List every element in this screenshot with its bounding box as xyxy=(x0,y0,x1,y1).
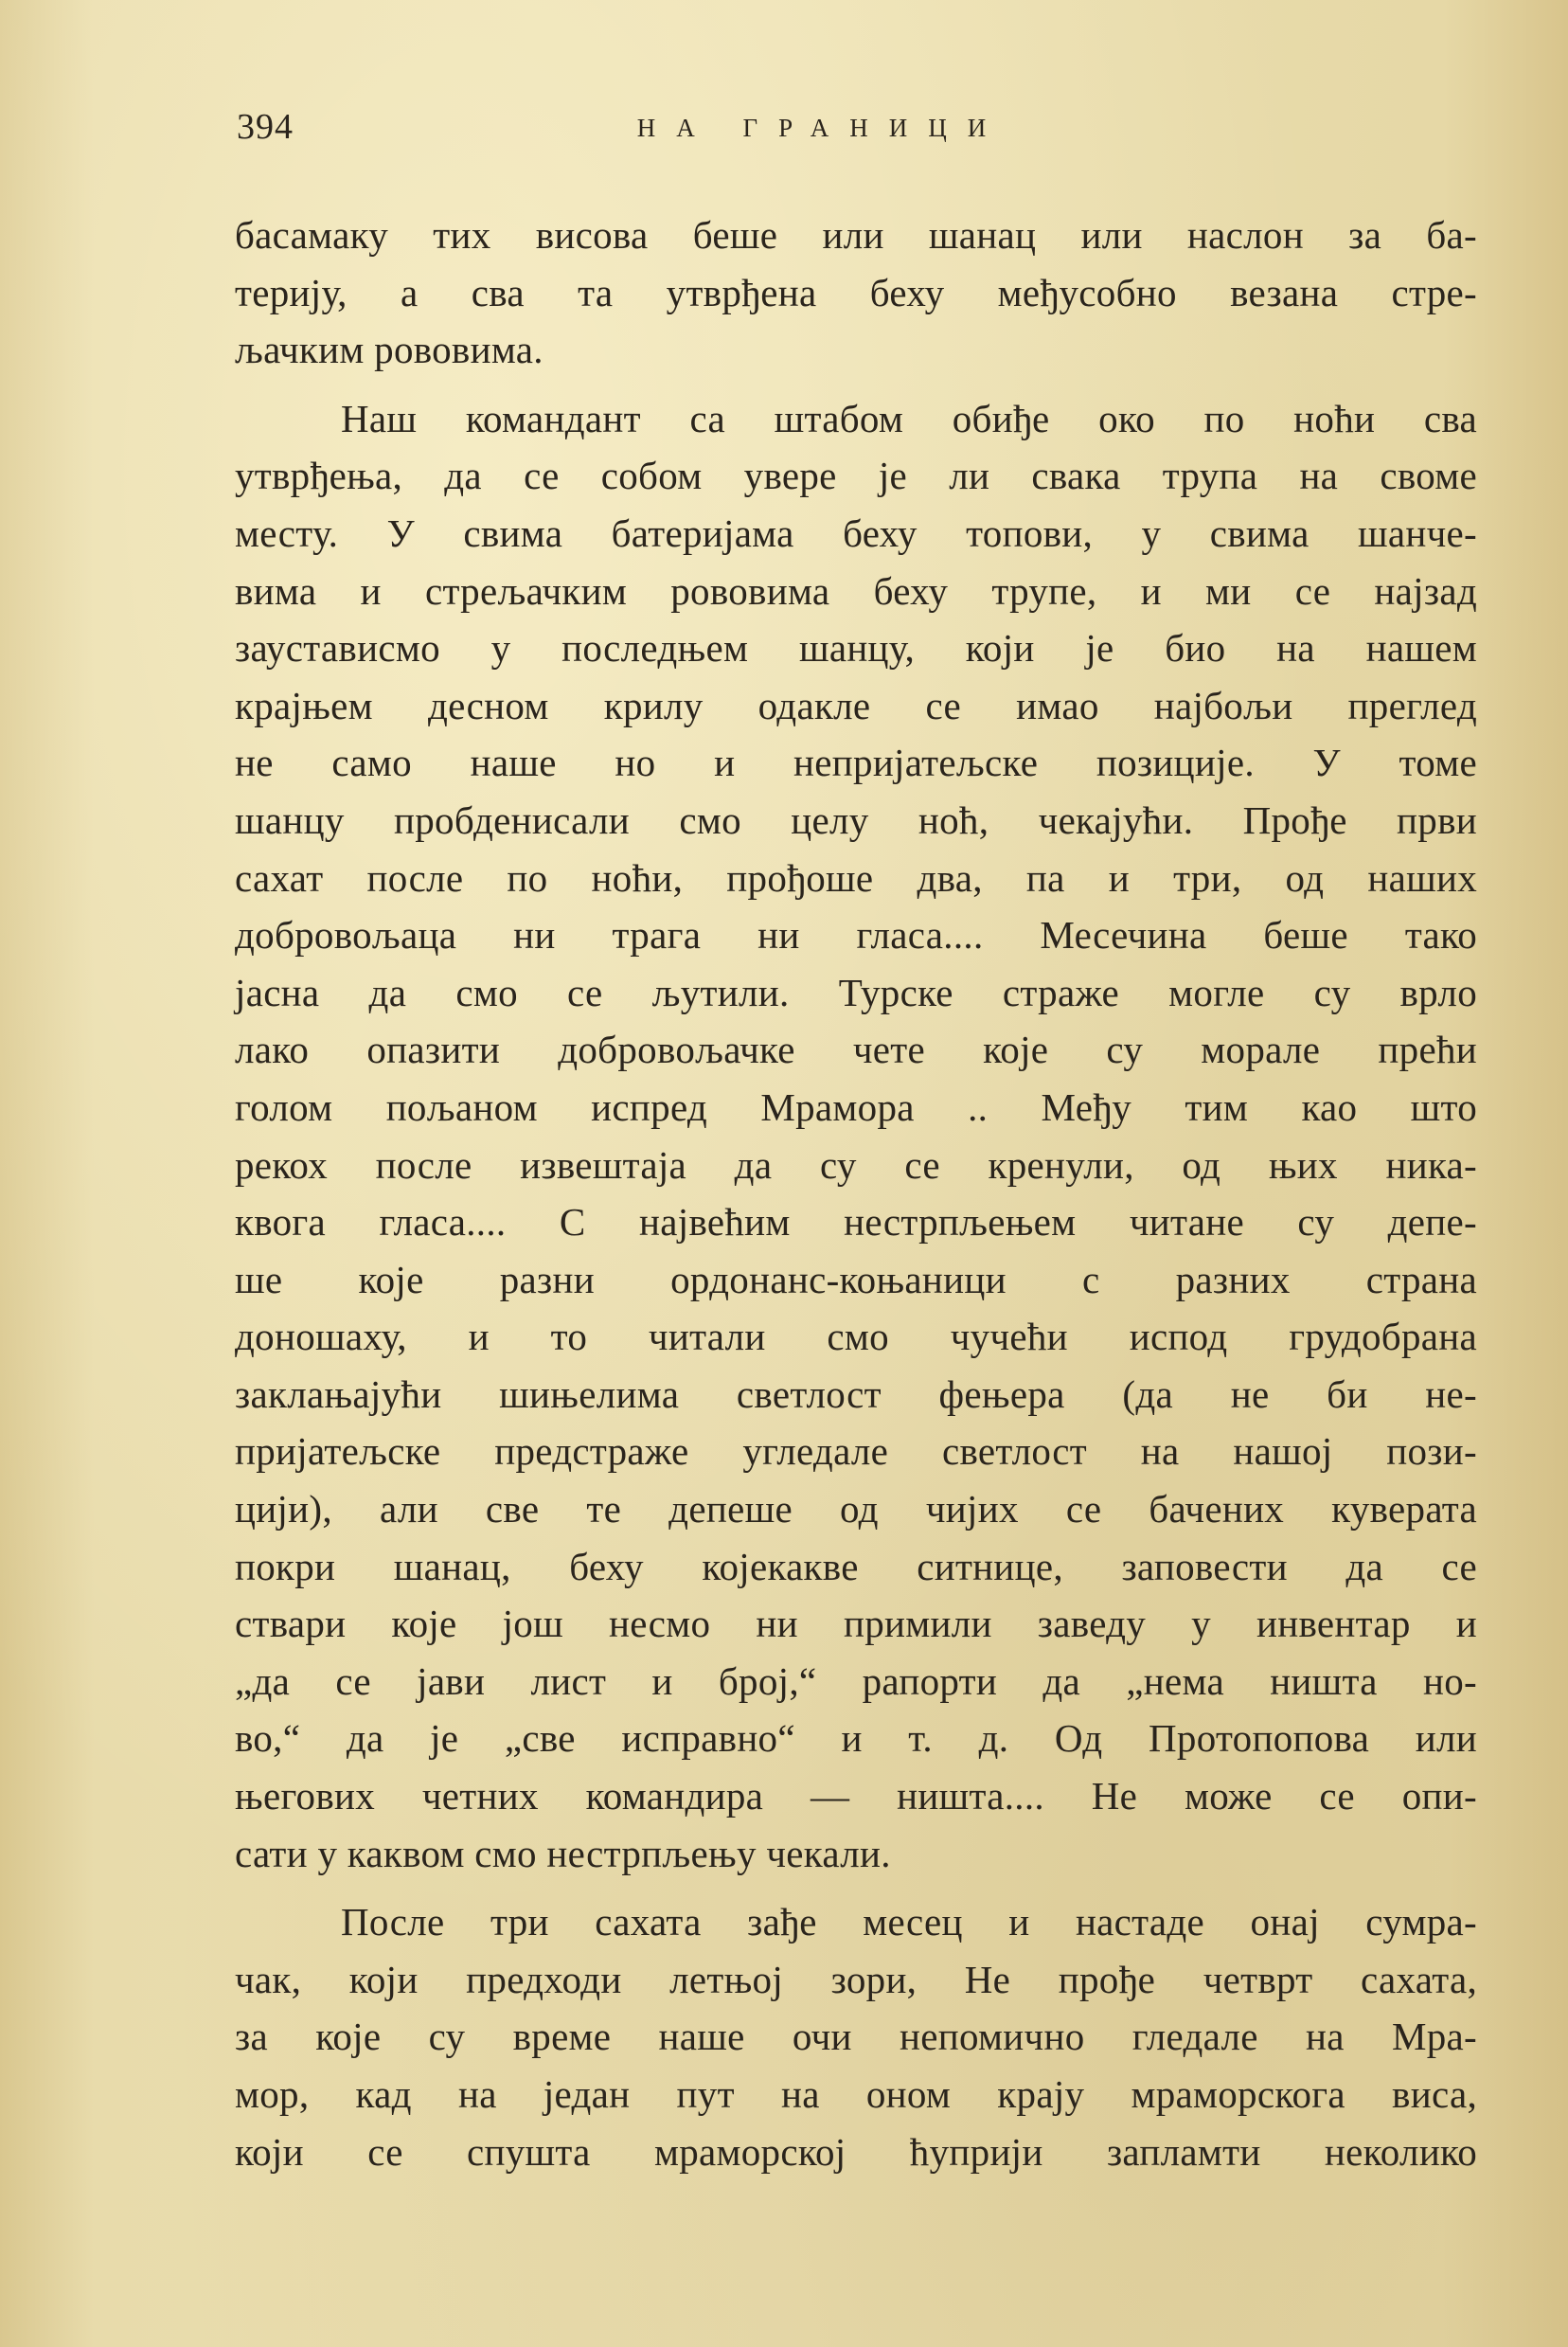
text-line: во,“ да је „све исправно“ и т. д. Од Протопопова или xyxy=(235,1716,1477,1761)
text-line: утврђења, да се собом увере је ли свака трупа на своме xyxy=(235,454,1477,498)
text-line: покри шанац, беху којекакве ситнице, заповести да се xyxy=(235,1544,1477,1588)
text-line: После три сахата зађе месец и настаде онај сумра- xyxy=(341,1900,1477,1944)
text-line: чак, који предходи летњој зори, Не прође четврт сахата, xyxy=(235,1957,1477,2001)
text-line: који се спушта мраморској ћуприји запламти неколико xyxy=(235,2129,1477,2174)
text-line: рекох после извештаја да су се кренули, од њих ника- xyxy=(235,1142,1477,1187)
text-line: не само наше но и непријатељске позиције. У томе xyxy=(235,741,1477,785)
text-line: вима и стрељачким рововима беху трупе, и ми се најзад xyxy=(235,568,1477,613)
text-line: ствари које још несмо ни примили заведу у инвентар и xyxy=(235,1602,1477,1646)
page-header xyxy=(0,106,1568,163)
text-line: терију, а сва та утврђена беху међусобно везана стре- xyxy=(235,270,1477,314)
text-line: сахат после по ноћи, прођоше два, па и три, од наших xyxy=(235,855,1477,900)
text-line: квога гласа.... С највећим нестрпљењем читане су депе- xyxy=(235,1200,1477,1245)
paragraph xyxy=(235,206,1477,379)
text-line: заустависмо у последњем шанцу, који је био на нашем xyxy=(235,626,1477,671)
text-line: крајњем десном крилу одакле се имао најбољи преглед xyxy=(235,683,1477,727)
text-line: цији), али све те депеше од чијих се бачених куверата xyxy=(235,1487,1477,1532)
text-line: „да се јави лист и број,“ рапорти да „нема ништа но- xyxy=(235,1658,1477,1703)
text-line: пријатељске предстраже угледале светлост на нашој пози- xyxy=(235,1429,1477,1474)
paragraph xyxy=(235,1893,1477,2180)
text-line: лако опазити добровољачке чете које су морале прећи xyxy=(235,1028,1477,1072)
text-line: добровољаца ни трага ни гласа.... Месечина беше тако xyxy=(235,913,1477,958)
text-line: заклањајући шињелима светлост фењера (да не би не- xyxy=(235,1371,1477,1416)
text-line: љачким рововима. xyxy=(235,328,543,372)
running-title: НА ГРАНИЦИ xyxy=(636,114,1007,142)
text-line: јасна да смо се љутили. Турске страже могле су врло xyxy=(235,970,1477,1014)
text-line: басамаку тих висова беше или шанац или наслон за ба- xyxy=(235,213,1477,257)
page-number: 394 xyxy=(237,107,294,147)
text-line: за које су време наше очи непомично гледале на Мра- xyxy=(235,2015,1477,2059)
text-line: месту. У свима батеријама беху топови, у свима шанче- xyxy=(235,511,1477,555)
text-line: голом пољаном испред Мрамора .. Међу тим као што xyxy=(235,1084,1477,1129)
paragraph xyxy=(235,390,1477,1882)
text-line: Наш командант са штабом обиђе око по ноћи сва xyxy=(341,396,1477,440)
text-line: шанцу пробденисали смо целу ноћ, чекајући. Прође први xyxy=(235,797,1477,842)
text-line: ше које разни ордонанс-коњаници с разних страна xyxy=(235,1257,1477,1301)
body-text xyxy=(235,206,1477,2180)
text-line: његових четних командира — ништа.... Не може се опи- xyxy=(235,1774,1477,1818)
text-line: мор, кад на један пут на оном крају мраморскога виса, xyxy=(235,2072,1477,2116)
text-line: доношаху, и то читали смо чучећи испод грудобрана xyxy=(235,1315,1477,1359)
text-line: сати у каквом смо нестрпљењу чекали. xyxy=(235,1831,891,1875)
